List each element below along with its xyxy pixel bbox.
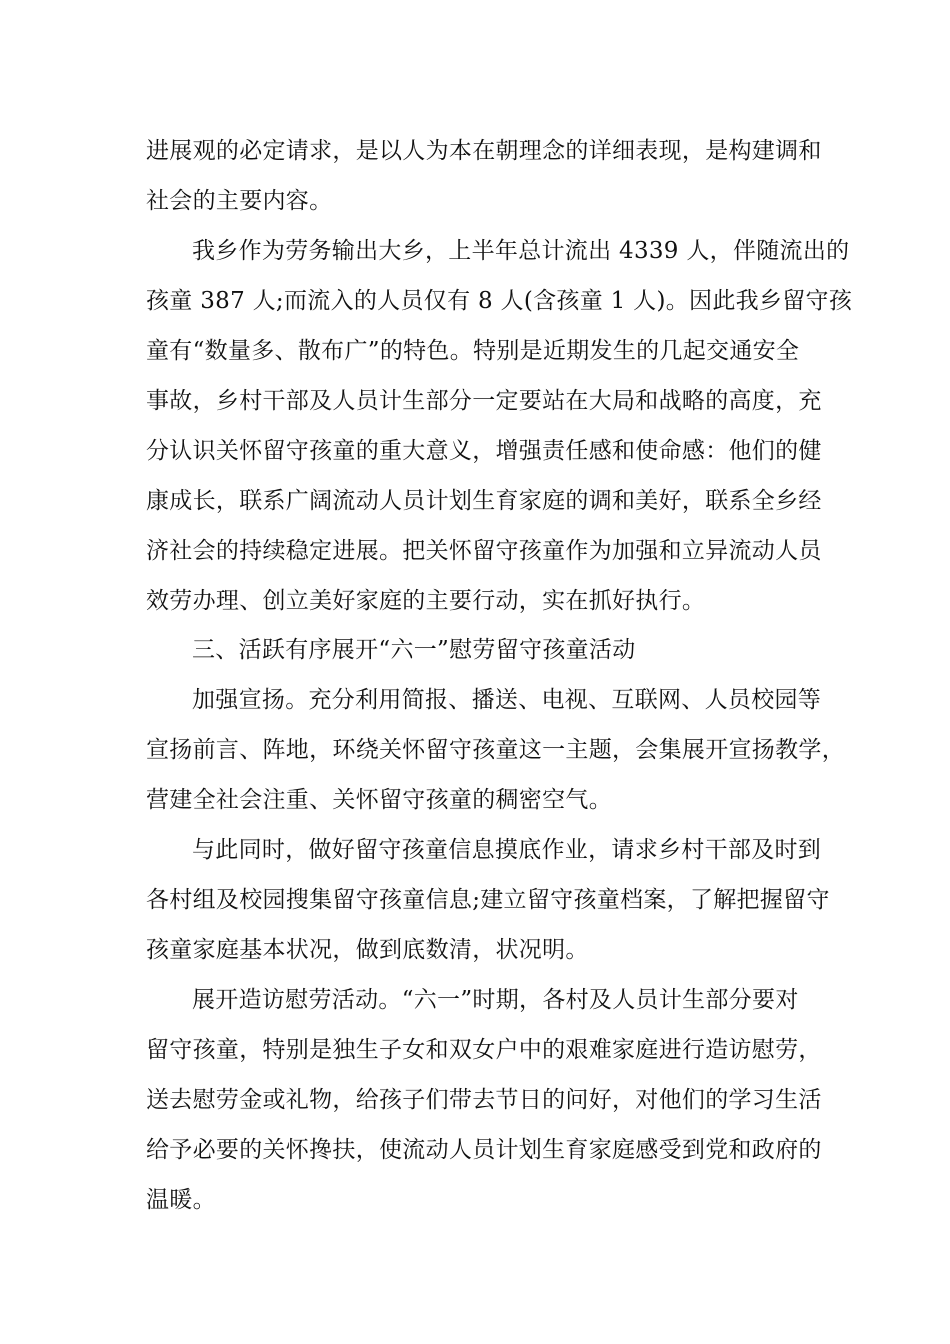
text-line-15: 与此同时，做好留守孩童信息摸底作业，请求乡村干部及时到 bbox=[192, 837, 822, 863]
text-line-21: 给予必要的关怀搀扶，使流动人员计划生育家庭感受到党和政府的 bbox=[146, 1137, 822, 1163]
text-line-12: 加强宣扬。充分利用简报、播送、电视、互联网、人员校园等 bbox=[192, 687, 822, 713]
text-line-3: 我乡作为劳务输出大乡，上半年总计流出 4339 人，伴随流出的 bbox=[192, 238, 850, 264]
text-line-6: 事故，乡村干部及人员计生部分一定要站在大局和战略的高度，充 bbox=[146, 388, 822, 414]
text-line-9: 济社会的持续稳定进展。把关怀留守孩童作为加强和立异流动人员 bbox=[146, 538, 822, 564]
section-heading: 三、活跃有序展开“六一”慰劳留守孩童活动 bbox=[192, 637, 636, 663]
text-line-20: 送去慰劳金或礼物，给孩子们带去节日的问好，对他们的学习生活 bbox=[146, 1087, 822, 1113]
text-line-7: 分认识关怀留守孩童的重大意义，增强责任感和使命感：他们的健 bbox=[146, 438, 822, 464]
text-line-5: 童有“数量多、散布广”的特色。特别是近期发生的几起交通安全 bbox=[146, 338, 800, 364]
text-line-4: 孩童 387 人;而流入的人员仅有 8 人(含孩童 1 人)。因此我乡留守孩 bbox=[146, 288, 853, 314]
text-line-10: 效劳办理、创立美好家庭的主要行动，实在抓好执行。 bbox=[146, 588, 706, 614]
text-line-18: 展开造访慰劳活动。“六一”时期，各村及人员计生部分要对 bbox=[192, 987, 799, 1013]
text-line-8: 康成长，联系广阔流动人员计划生育家庭的调和美好，联系全乡经 bbox=[146, 488, 822, 514]
text-line-2: 社会的主要内容。 bbox=[146, 188, 333, 214]
text-line-1: 进展观的必定请求，是以人为本在朝理念的详细表现，是构建调和 bbox=[146, 138, 822, 164]
text-line-22: 温暖。 bbox=[146, 1187, 216, 1213]
text-line-16: 各村组及校园搜集留守孩童信息;建立留守孩童档案，了解把握留守 bbox=[146, 887, 830, 913]
text-line-19: 留守孩童，特别是独生子女和双女户中的艰难家庭进行造访慰劳， bbox=[146, 1037, 822, 1063]
text-line-17: 孩童家庭基本状况，做到底数清，状况明。 bbox=[146, 937, 589, 963]
text-line-13: 宣扬前言、阵地，环绕关怀留守孩童这一主题，会集展开宣扬教学， bbox=[146, 737, 845, 763]
text-line-14: 营建全社会注重、关怀留守孩童的稠密空气。 bbox=[146, 787, 612, 813]
